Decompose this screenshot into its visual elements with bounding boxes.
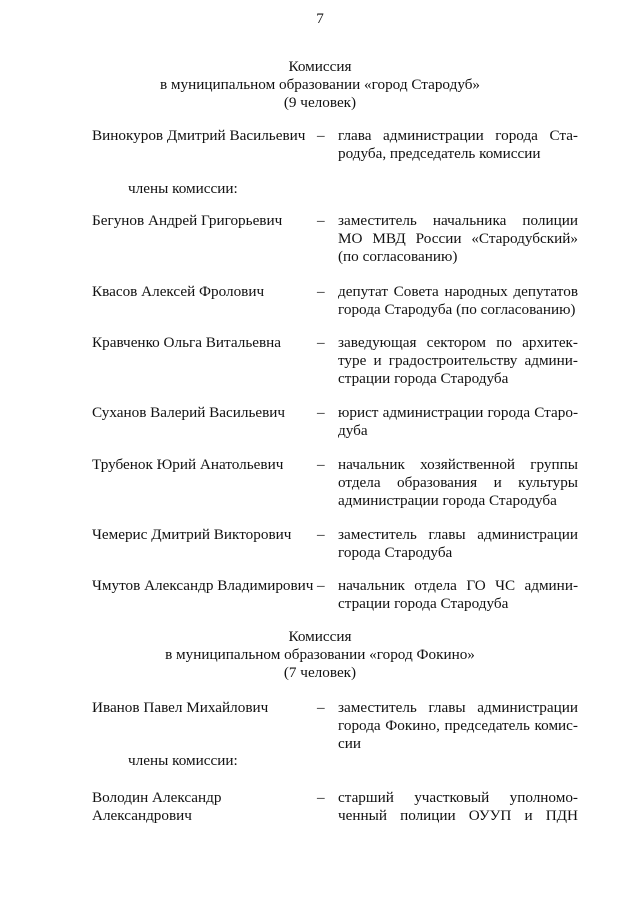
member-role [338,789,578,825]
role-line: страции города Стародуба [338,370,509,387]
role-line: туре и градостроительству админи- [338,352,578,369]
commission-2-heading [0,628,640,682]
role-line: (по согласованию) [338,248,458,265]
role-line: МО МВД России «Стародубский» [338,230,578,247]
commission-1-heading [0,58,640,112]
role-line: родуба, председатель комиссии [338,145,541,162]
member-dash: – [317,212,325,229]
member-role [338,334,578,388]
member-role [338,127,578,163]
member-dash: – [317,456,325,473]
commission-1-title: Комиссия [288,58,352,75]
member-name: Квасов Алексей Фролович [92,283,265,300]
commission-2-members-label: члены комиссии: [128,752,238,769]
member-role [338,283,578,319]
commission-1-members-label: члены комиссии: [128,180,238,197]
role-line: глава администрации города Ста- [338,127,578,144]
member-name: Иванов Павел Михайлович [92,699,269,716]
member-dash: – [317,127,325,144]
role-line: заместитель начальника полиции [338,212,578,229]
member-name: Чемерис Дмитрий Викторович [92,526,292,543]
role-line: заместитель главы администрации [338,699,578,716]
page-number: 7 [316,10,324,27]
role-line: юрист администрации города Старо- [338,404,578,421]
role-line: заведующая сектором по архитек- [338,334,578,351]
role-line: старший участковый уполномо- [338,789,578,806]
member-dash: – [317,577,325,594]
role-line: сии [338,735,361,752]
member-name: Винокуров Дмитрий Васильевич [92,127,306,144]
commission-2-count: (7 человек) [283,664,357,681]
member-dash: – [317,283,325,300]
role-line: города Стародуба (по согласованию) [338,301,576,318]
member-name: Трубенок Юрий Анатольевич [92,456,284,473]
role-line: дуба [338,422,368,439]
member-dash: – [317,789,325,806]
member-dash: – [317,404,325,421]
member-role [338,699,578,753]
role-line: страции города Стародуба [338,595,509,612]
role-line: начальник отдела ГО ЧС админи- [338,577,578,594]
member-role [338,212,578,266]
role-line: города Фокино, председатель комис- [338,717,578,734]
member-name: Чмутов Александр Владимирович [92,577,314,594]
member-dash: – [317,334,325,351]
member-name: Суханов Валерий Васильевич [92,404,286,421]
role-line: заместитель главы администрации [338,526,578,543]
role-line: города Стародуба [338,544,453,561]
member-dash: – [317,699,325,716]
member-role [338,577,578,613]
commission-2-subtitle: в муниципальном образовании «город Фокино» [165,646,475,663]
member-name: Кравченко Ольга Витальевна [92,334,282,351]
commission-2-title: Комиссия [288,628,352,645]
member-role [338,456,578,510]
commission-1-subtitle: в муниципальном образовании «город Стародуб» [159,76,481,93]
member-role [338,526,578,562]
member-role [338,404,578,440]
member-dash: – [317,526,325,543]
role-line: начальник хозяйственной группы [338,456,578,473]
member-name-line: Александрович [92,807,192,824]
commission-1-count: (9 человек) [283,94,357,111]
role-line: администрации города Стародуба [338,492,557,509]
member-name-line: Володин Александр [92,789,222,806]
role-line: ченный полиции ОУУП и ПДН [338,807,578,824]
member-name: Бегунов Андрей Григорьевич [92,212,283,229]
role-line: депутат Совета народных депутатов [338,283,578,300]
role-line: отдела образования и культуры [338,474,578,491]
member-name [92,789,317,825]
